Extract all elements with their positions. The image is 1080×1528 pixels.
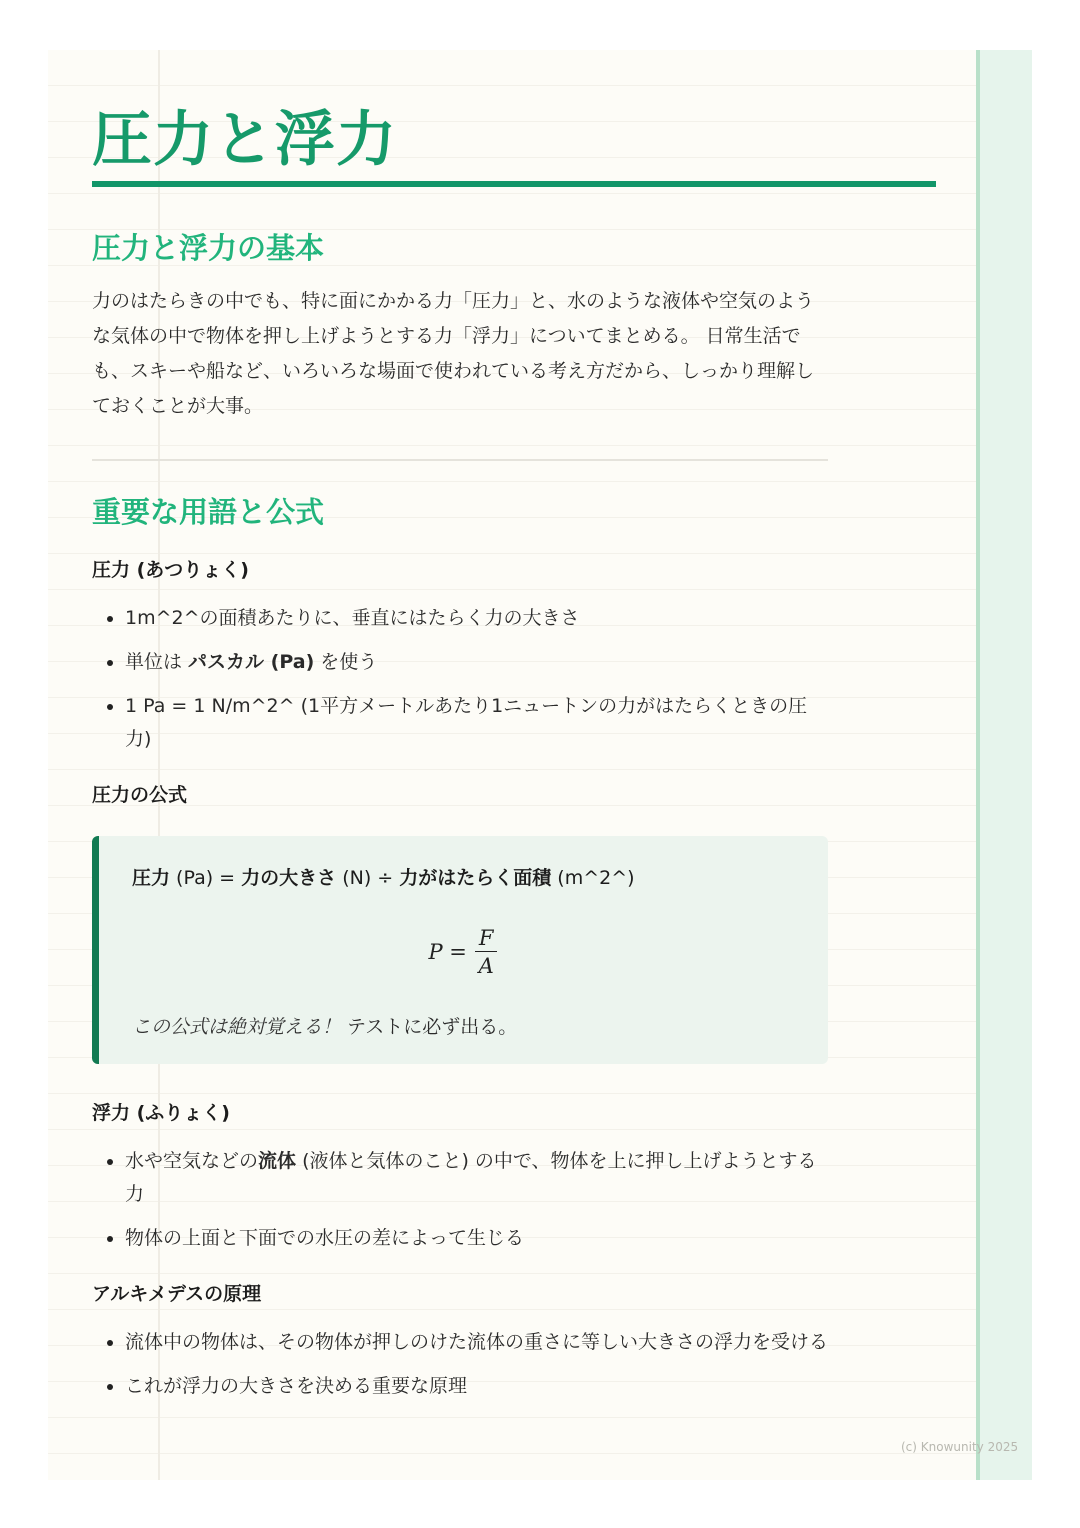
list-item-text: これが浮力の大きさを決める重要な原理	[125, 1374, 468, 1397]
list-item	[125, 690, 828, 756]
equation-numerator: F	[475, 926, 498, 952]
list-item	[125, 646, 828, 679]
list-item-text: 単位は	[125, 650, 189, 673]
title-underline	[92, 181, 936, 187]
list-item	[125, 1145, 828, 1211]
list-item	[125, 1222, 828, 1255]
term-archimedes: アルキメデスの原理	[92, 1282, 262, 1305]
equation-lhs: P =	[428, 940, 467, 964]
archimedes-list	[92, 1326, 828, 1403]
list-item-text: 1m^2^の面積あたりに、垂直にはたらく力の大きさ	[125, 606, 580, 629]
formula-unit: (N) ÷	[336, 866, 400, 889]
copyright-text: (c) Knowunity 2025	[901, 1440, 1019, 1454]
formula-text	[132, 863, 794, 890]
list-item	[125, 602, 828, 635]
formula-note	[132, 1012, 794, 1039]
formula-area: 力がはたらく面積	[399, 866, 552, 889]
intro-paragraph: 力のはたらきの中でも、特に面にかかる力「圧力」と、水のような液体や空気のような気体の中で物体を押し上げようとする力「浮力」についてまとめる。 日常生活でも、スキーや船など、いろいろな場面で使われている考え方だから、しっかり理解しておくことが大事。	[92, 290, 815, 418]
section-divider	[92, 459, 828, 461]
formula-box	[92, 836, 828, 1064]
list-item-text: を使う	[314, 650, 378, 673]
equation-fraction	[475, 926, 498, 979]
list-item-text: 物体の上面と下面での水圧の差によって生じる	[125, 1226, 525, 1249]
formula-unit: (m^2^)	[551, 866, 635, 889]
formula-unit: (Pa) =	[170, 866, 242, 889]
formula-note-emphasis: この公式は絶対覚える！	[132, 1015, 342, 1038]
section-heading-terms: 重要な用語と公式	[92, 495, 325, 530]
page-title: 圧力と浮力	[92, 105, 397, 175]
list-item-bold: パスカル (Pa)	[188, 650, 315, 673]
list-item	[125, 1326, 828, 1359]
list-item-bold: 流体	[258, 1149, 297, 1172]
pressure-list	[92, 602, 828, 756]
section-heading-basics: 圧力と浮力の基本	[92, 231, 325, 265]
side-strip	[976, 50, 1032, 1480]
term-formula: 圧力の公式	[92, 783, 188, 806]
term-buoyancy: 浮力 (ふりょく)	[92, 1101, 230, 1124]
buoyancy-list	[92, 1145, 828, 1255]
list-item-text: (液体と気体のこと) の中で、物体を上に押し上げようとする力	[125, 1149, 817, 1205]
side-line	[976, 50, 980, 1480]
formula-pressure: 圧力	[132, 866, 171, 889]
formula-note-text: テストに必ず出る。	[341, 1015, 518, 1038]
note-page	[48, 50, 1032, 1480]
list-item-text: 水や空気などの	[125, 1149, 259, 1172]
formula-force: 力の大きさ	[241, 866, 337, 889]
list-item-text: 1 Pa = 1 N/m^2^ (1平方メートルあたり1ニュートンの力がはたらくときの圧力)	[125, 694, 808, 750]
math-equation	[132, 926, 794, 984]
list-item-text: 流体中の物体は、その物体が押しのけた流体の重さに等しい大きさの浮力を受ける	[125, 1330, 829, 1353]
term-pressure: 圧力 (あつりょく)	[92, 558, 249, 581]
equation-denominator: A	[478, 953, 494, 978]
list-item	[125, 1370, 828, 1403]
content	[92, 230, 828, 1414]
